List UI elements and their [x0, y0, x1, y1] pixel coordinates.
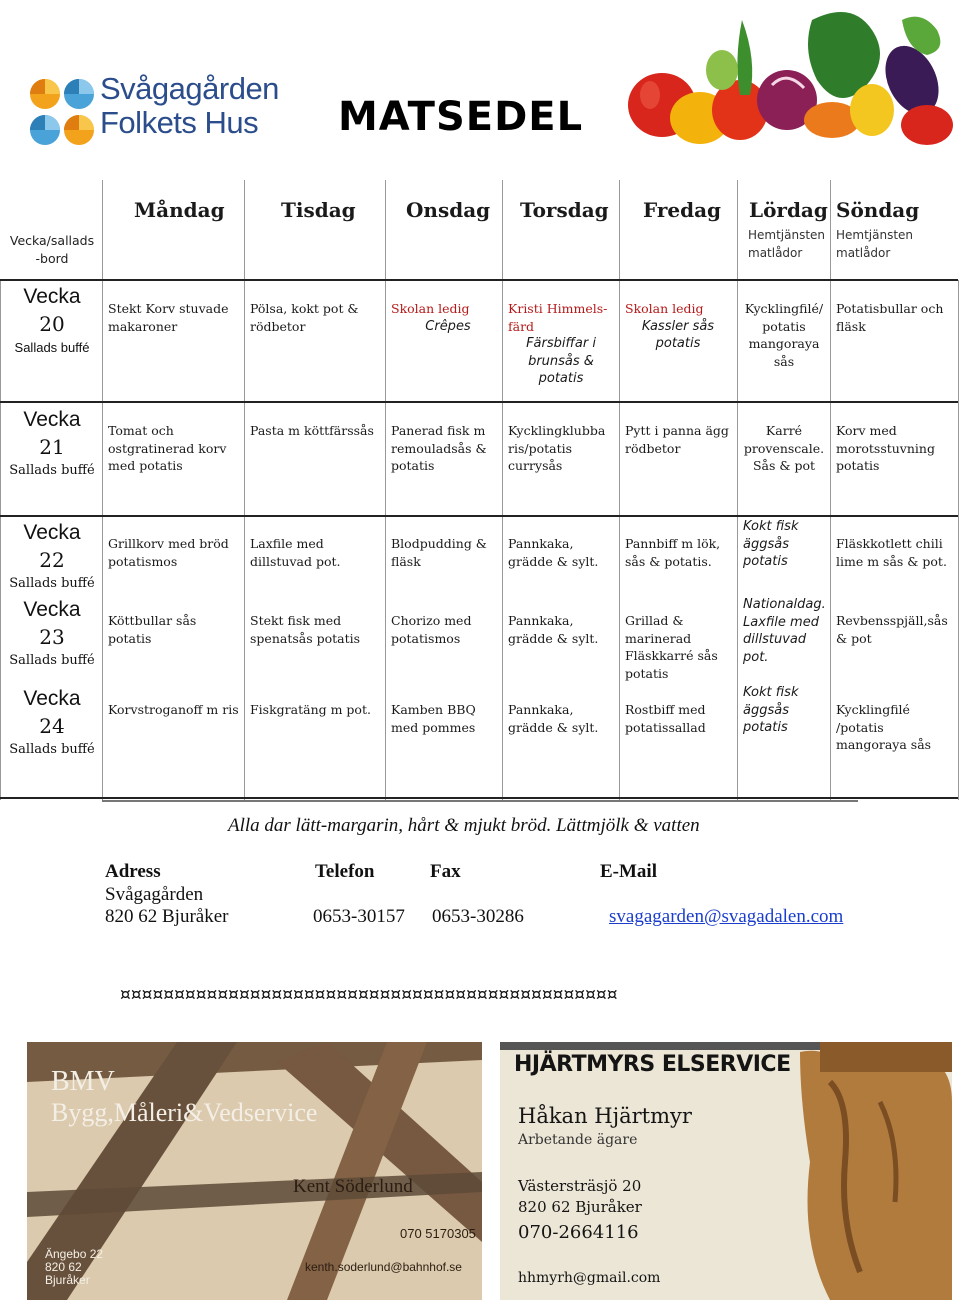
- column-divider: [385, 180, 386, 800]
- day-header-saturday: Lördag: [749, 198, 828, 222]
- column-divider: [619, 180, 620, 800]
- column-divider: [0, 280, 1, 800]
- postal-address: 820 62 Bjuråker: [105, 906, 229, 927]
- week20-thursday: Kristi Himmels- färd Färsbiffar i brunsås & potatis: [508, 301, 608, 386]
- bmv-contact-name: Kent Söderlund: [293, 1176, 413, 1197]
- hjartmyrs-owner: Håkan Hjärtmyr: [518, 1104, 692, 1128]
- hjartmyrs-company: HJÄRTMYRS ELSERVICE: [514, 1052, 791, 1077]
- week20-monday: Stekt Korv stuvade makaroner: [108, 301, 229, 334]
- week24-friday: Rostbiff med potatissallad: [625, 702, 706, 735]
- week20-tuesday: Pölsa, kokt pot & rödbetor: [250, 301, 359, 334]
- svagagarden-logo: [28, 72, 278, 150]
- week24-wednesday: Kamben BBQ med pommes: [391, 702, 476, 735]
- week24-tuesday: Fiskgratäng m pot.: [250, 702, 371, 717]
- week-label-20: Vecka 20 Sallads buffé: [14, 285, 90, 355]
- week21-monday: Tomat och ostgratinerad korv med potatis: [108, 423, 227, 473]
- bmv-address: Ängebo 22 820 62 Bjuråker: [45, 1247, 104, 1287]
- logo-line-2: Folkets Hus: [100, 105, 259, 140]
- week21-wednesday: Panerad fisk m remouladsås & potatis: [391, 423, 487, 473]
- email-label: E-Mail: [600, 861, 657, 882]
- row-divider: [0, 515, 958, 517]
- adress-label: Adress: [105, 861, 161, 882]
- vegetables-image: [622, 0, 960, 150]
- week22-tuesday: Laxfile med dillstuvad pot.: [250, 536, 341, 569]
- week23-tuesday: Stekt fisk med spenatsås potatis: [250, 613, 361, 646]
- week21-tuesday: Pasta m köttfärssås: [250, 423, 374, 438]
- corner-label: Vecka/sallads -bord: [9, 233, 95, 266]
- week21-sunday: Korv med morotsstuvning potatis: [836, 423, 935, 473]
- week23-monday: Köttbullar sås potatis: [108, 613, 197, 646]
- week22-wednesday: Blodpudding & fläsk: [391, 536, 487, 569]
- week22-saturday: Kokt fisk äggsås potatis: [743, 519, 799, 569]
- day-header-monday: Måndag: [134, 198, 225, 222]
- place-name: Svågagården: [105, 884, 204, 905]
- column-divider: [244, 180, 245, 800]
- sunday-subheader: Hemtjänsten matlådor: [836, 228, 914, 260]
- week22-sunday: Fläskkotlett chili lime m sås & pot.: [836, 536, 947, 569]
- row-divider: [0, 401, 958, 403]
- telefon-label: Telefon: [315, 861, 375, 882]
- week-label-23: Vecka 23 Sallads buffé: [9, 598, 95, 668]
- week-label-21: Vecka 21 Sallads buffé: [9, 408, 95, 478]
- week24-thursday: Pannkaka, grädde & sylt.: [508, 702, 599, 735]
- hjartmyrs-address: Västersträsjö 20 820 62 Bjuråker: [518, 1177, 642, 1216]
- column-divider: [737, 180, 738, 800]
- week24-saturday: Kokt fisk äggsås potatis: [743, 685, 799, 735]
- day-header-sunday: Söndag: [836, 198, 920, 222]
- week22-monday: Grillkorv med bröd potatismos: [108, 536, 229, 569]
- email-link[interactable]: svagagarden@svagadalen.com: [609, 906, 844, 927]
- column-divider: [502, 180, 503, 800]
- pinwheel-icon: [28, 75, 98, 150]
- page-title: MATSEDEL: [338, 94, 584, 140]
- telefon-number: 0653-30157: [313, 906, 405, 927]
- week20-saturday: Kycklingfilé/ potatis mangoraya sås: [744, 301, 824, 369]
- fax-label: Fax: [430, 861, 461, 882]
- tool-belt-image: [500, 1042, 952, 1300]
- column-divider: [958, 280, 959, 800]
- row-divider: [102, 800, 858, 802]
- week23-friday: Grillad & marinerad Fläskkarré sås potatis: [625, 613, 718, 681]
- week-label-24: Vecka 24 Sallads buffé: [9, 687, 95, 757]
- week21-saturday: Karré provenscale. Sås & pot: [743, 423, 825, 473]
- week23-sunday: Revbensspjäll,sås & pot: [836, 613, 948, 646]
- hjartmyrs-email: hhmyrh@gmail.com: [518, 1270, 661, 1286]
- bmv-email: kenth.soderlund@bahnhof.se: [305, 1260, 462, 1274]
- bread-milk-note: Alla dar lätt-margarin, hårt & mjukt bröd. Lättmjölk & vatten: [228, 815, 700, 836]
- logo-line-1: Svågagården: [100, 71, 279, 106]
- week20-wednesday: Skolan ledig Crêpes: [391, 301, 471, 334]
- decorative-border: ¤¤¤¤¤¤¤¤¤¤¤¤¤¤¤¤¤¤¤¤¤¤¤¤¤¤¤¤¤¤¤¤¤¤¤¤¤¤¤¤¤¤¤¤¤¤: [120, 985, 618, 1005]
- week-label-22: Vecka 22 Sallads buffé: [9, 521, 95, 591]
- week20-sunday: Potatisbullar och fläsk: [836, 301, 944, 334]
- week24-monday: Korvstroganoff m ris: [108, 702, 239, 717]
- bmv-title: BMV Bygg,Måleri&Vedservice: [51, 1066, 318, 1127]
- column-divider: [830, 180, 831, 800]
- saturday-subheader: Hemtjänsten matlådor: [748, 228, 826, 260]
- bmv-business-card: [27, 1042, 482, 1300]
- week20-friday: Skolan ledig Kassler sås potatis: [625, 301, 715, 351]
- week24-sunday: Kycklingfilé /potatis mangoraya sås: [836, 702, 932, 752]
- hjartmyrs-phone: 070-2664116: [518, 1222, 639, 1243]
- hjartmyrs-business-card: [500, 1042, 952, 1300]
- column-divider: [102, 180, 103, 800]
- day-header-tuesday: Tisdag: [281, 198, 356, 222]
- row-divider: [0, 797, 958, 799]
- bmv-phone: 070 5170305: [400, 1226, 476, 1241]
- day-header-wednesday: Onsdag: [406, 198, 491, 222]
- week22-thursday: Pannkaka, grädde & sylt.: [508, 536, 599, 569]
- week23-saturday: Nationaldag. Laxfile med dillstuvad pot.: [743, 597, 826, 665]
- day-header-friday: Fredag: [643, 198, 722, 222]
- fax-number: 0653-30286: [432, 906, 524, 927]
- week23-thursday: Pannkaka, grädde & sylt.: [508, 613, 599, 646]
- week21-thursday: Kycklingklubba ris/potatis currysås: [508, 423, 606, 473]
- week21-friday: Pytt i panna ägg rödbetor: [625, 423, 729, 456]
- week22-friday: Pannbiff m lök, sås & potatis.: [625, 536, 721, 569]
- week23-wednesday: Chorizo med potatismos: [391, 613, 472, 646]
- hjartmyrs-role: Arbetande ägare: [518, 1132, 638, 1148]
- day-header-thursday: Torsdag: [520, 198, 609, 222]
- row-divider: [0, 279, 958, 281]
